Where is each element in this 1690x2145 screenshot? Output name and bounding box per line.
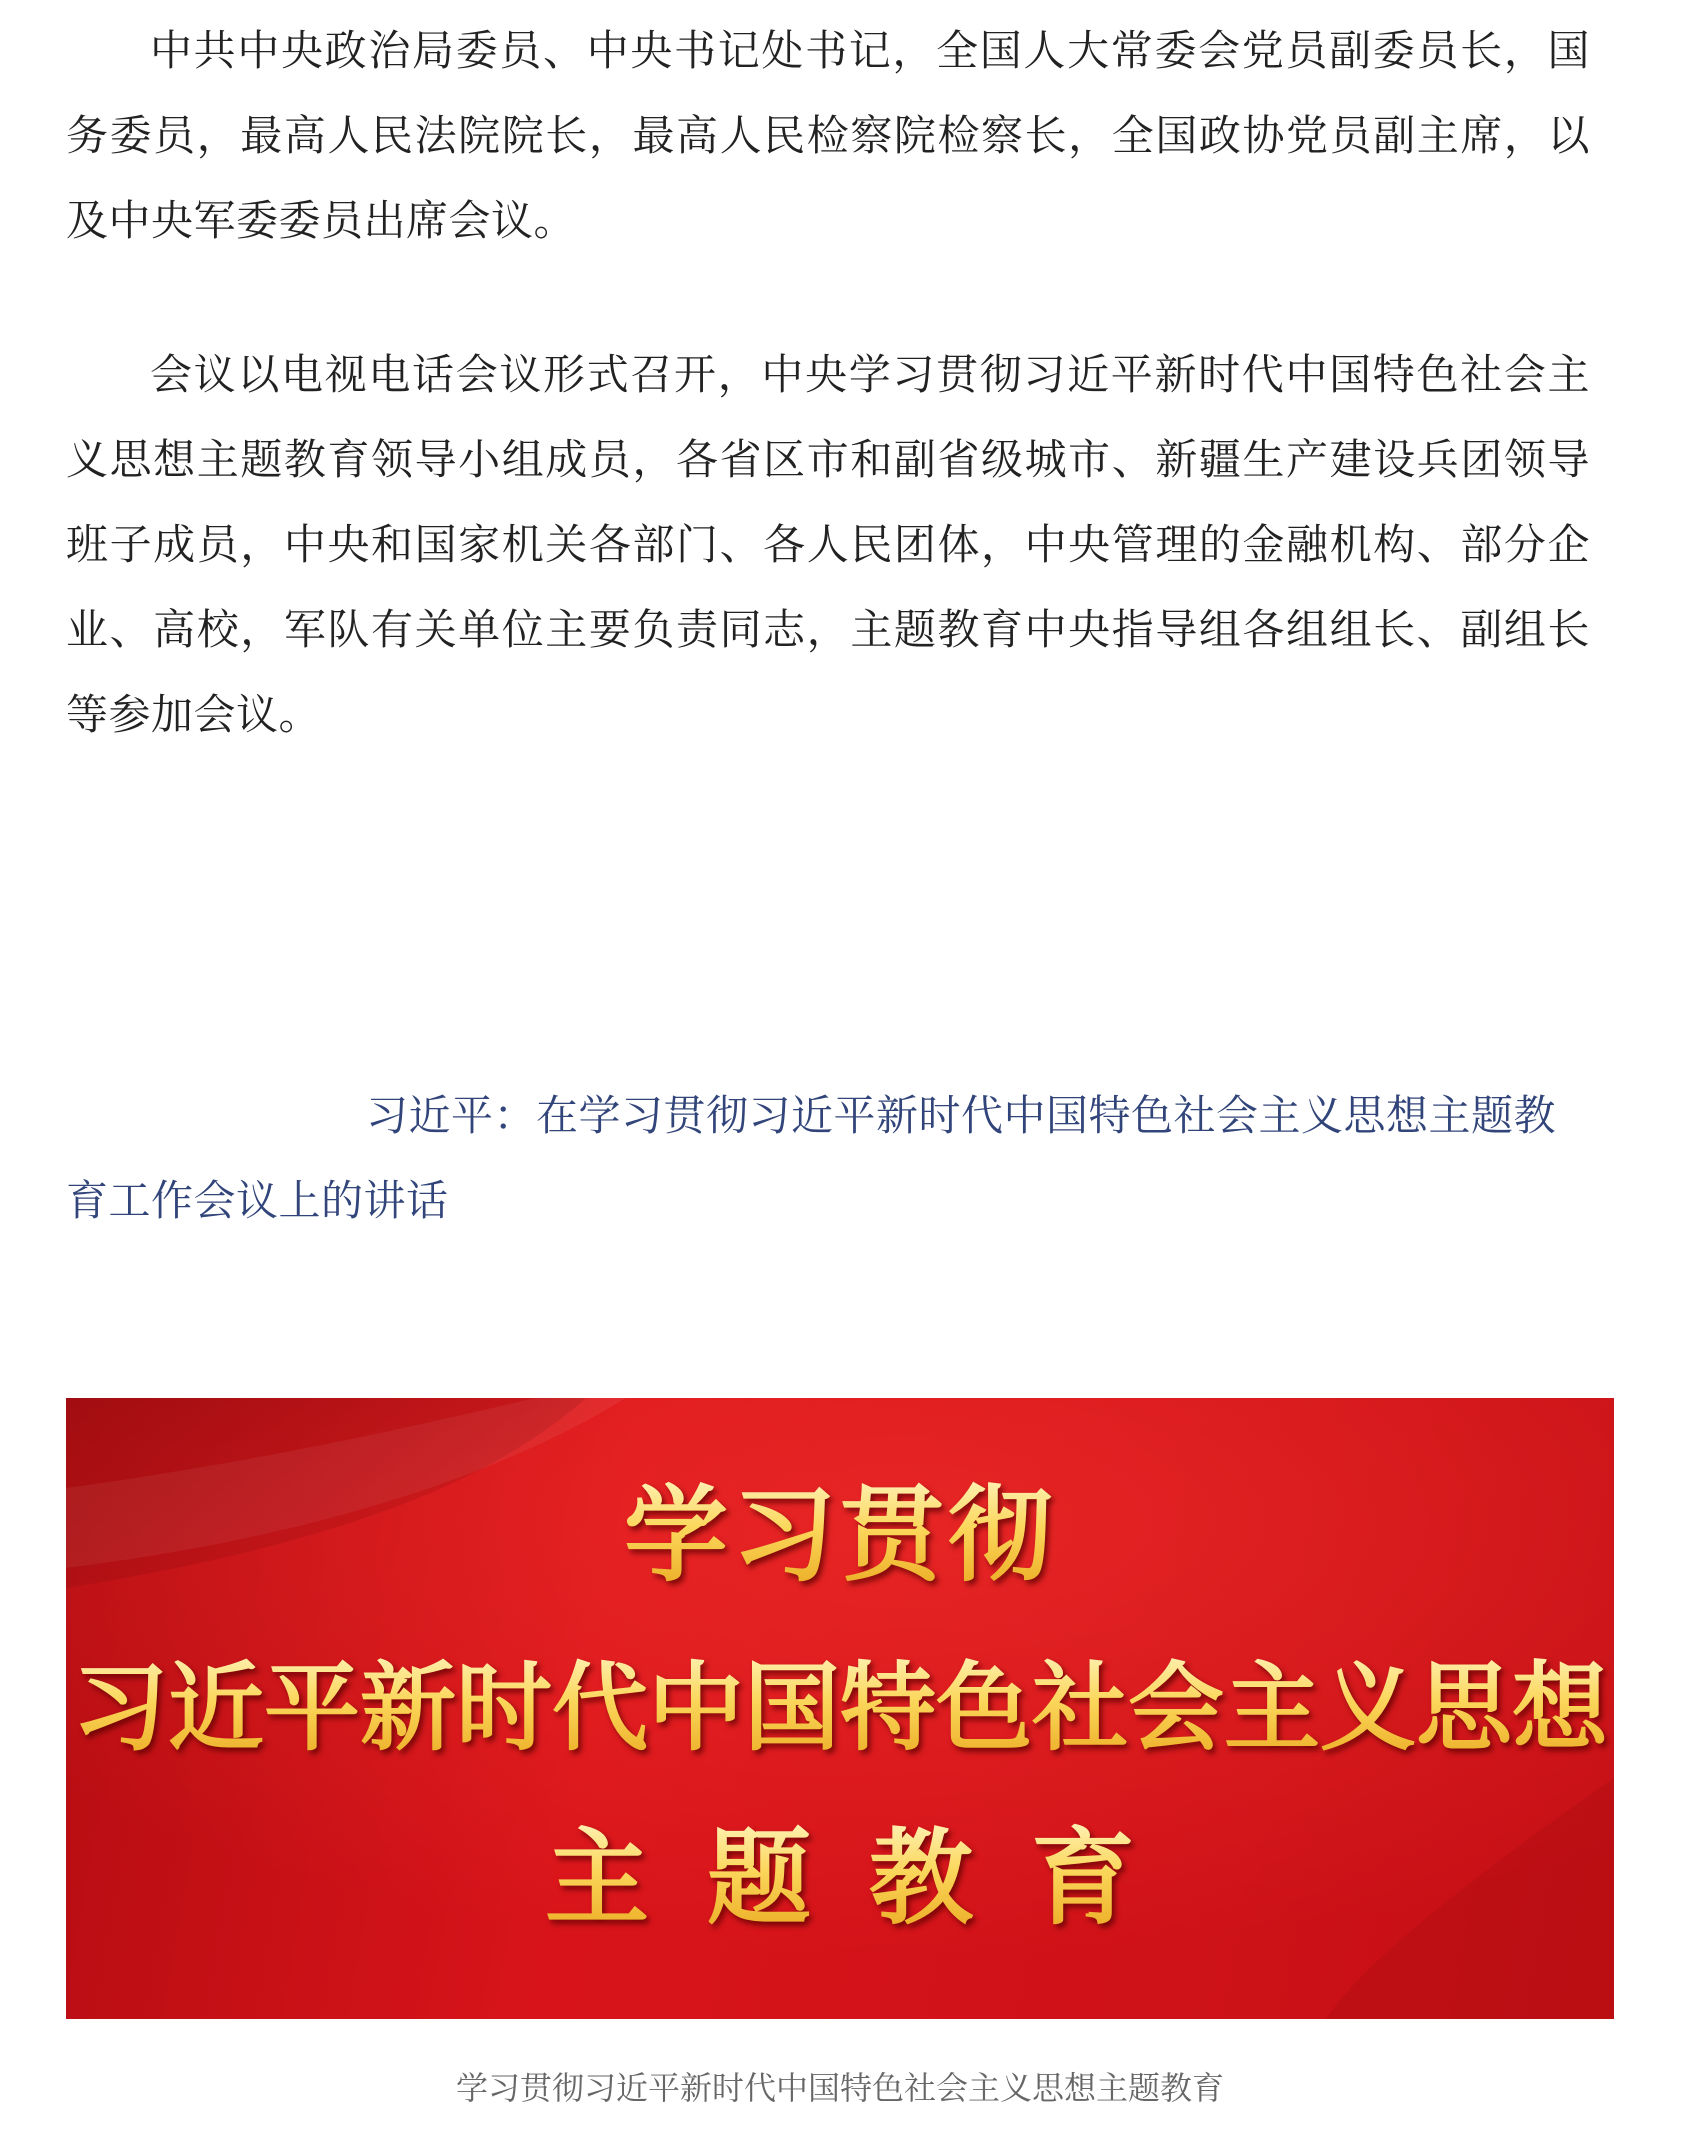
- related-article-link[interactable]: 习近平：在学习贯彻习近平新时代中国特色社会主义思想主题教育工作会议上的讲话: [66, 1091, 1557, 1225]
- article-paragraph: 会议以电视电话会议形式召开，中央学习贯彻习近平新时代中国特色社会主义思想主题教育领导小组成员，各省区市和副省级城市、新疆生产建设兵团领导班子成员，中央和国家机关各部门、各人民团体，中央管理的金融机构、部分企业、高校，军队有关单位主要负责同志，主题教育中央指导组各组组长、副组长等参加会议。: [66, 350, 1590, 739]
- article-paragraph: 中共中央政治局委员、中央书记处书记，全国人大常委会党员副委员长，国务委员，最高人民法院院长，最高人民检察院检察长，全国政协党员副主席，以及中央军委委员出席会议。: [66, 26, 1590, 245]
- banner-heading-line-2: 习近平新时代中国特色社会主义思想: [66, 1643, 1614, 1773]
- theme-education-banner: [66, 1398, 1614, 2019]
- banner-heading-line-3: 主题教育: [66, 1813, 1614, 1943]
- image-caption: 学习贯彻习近平新时代中国特色社会主义思想主题教育: [455, 2069, 1224, 2107]
- banner-heading-line-1: 学习贯彻: [66, 1470, 1614, 1600]
